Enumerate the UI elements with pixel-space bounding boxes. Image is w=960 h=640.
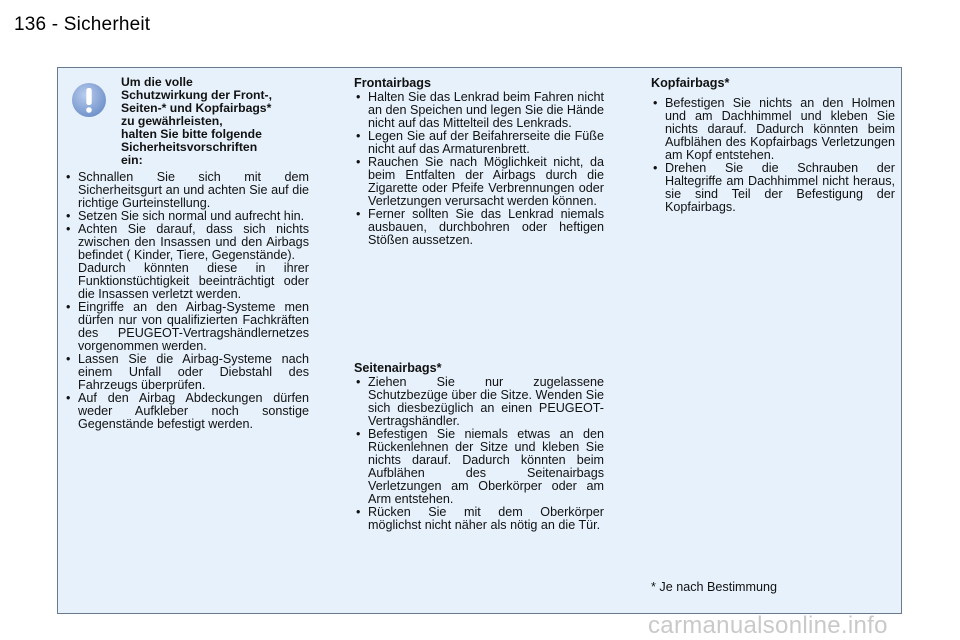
list-item: • Ferner sollten Sie das Lenkrad niemals ausbauen, durchbohren oder heftigen Stößen aussetzen.	[354, 208, 604, 247]
section-heading: Seitenairbags*	[354, 361, 442, 375]
general-safety-list	[64, 171, 309, 431]
list-item: • Schnallen Sie sich mit dem Sicherheitsgurt an und achten Sie auf die richtige Gurteinstellung.	[64, 171, 309, 210]
intro-line: ein:	[121, 153, 143, 167]
watermark: carmanualsonline.info	[648, 612, 888, 639]
page-title: 136 - Sicherheit	[14, 14, 151, 35]
list-item: • Rauchen Sie nach Möglichkeit nicht, da beim Entfalten der Airbags durch die Zigarette oder Pfeife Verbrennungen oder Verletzungen verursacht werden können.	[354, 156, 604, 208]
list-item: • Lassen Sie die Airbag-Systeme nach einem Unfall oder Diebstahl des Fahrzeugs überprüfen.	[64, 353, 309, 392]
section-heading: Frontairbags	[354, 76, 431, 90]
intro-line: Schutzwirkung der Front-,	[121, 88, 272, 102]
list-item: • Ziehen Sie nur zugelassene Schutzbezüge über die Sitze. Wenden Sie sich diesbezüglich an einen PEUGEOT-Vertragshändler.	[354, 376, 604, 428]
list-item: • Auf den Airbag Abdeckungen dürfen weder Aufkleber noch sonstige Gegenstände befestigt werden.	[64, 392, 309, 431]
list-item: • Achten Sie darauf, dass sich nichts zwischen den Insassen und den Airbags befindet ( Kinder, Tiere, Gegenstände).	[64, 223, 309, 262]
exclamation-warning-icon	[71, 82, 107, 118]
list-item: • Eingriffe an den Airbag-Systeme men dürfen nur von qualifizierten Fachkräften des PEUGEOT-Vertragshändlernetzes vorgenommen werden.	[64, 301, 309, 353]
intro-line: Seiten-* und Kopfairbags*	[121, 101, 272, 115]
list-item: • Legen Sie auf der Beifahrerseite die Füße nicht auf das Armaturenbrett.	[354, 130, 604, 156]
intro-text	[121, 76, 311, 167]
list-item: • Halten Sie das Lenkrad beim Fahren nicht an den Speichen und legen Sie die Hände nicht auf das Mittelteil des Lenkrads.	[354, 91, 604, 130]
list-item: • Setzen Sie sich normal und aufrecht hin.	[64, 210, 309, 223]
intro-line: halten Sie bitte folgende	[121, 127, 262, 141]
intro-line: Sicherheitsvorschriften	[121, 140, 258, 154]
list-item: • Drehen Sie die Schrauben der Haltegriffe am Dachhimmel nicht heraus, sie sind Teil der Befestigung der Kopfairbags.	[651, 162, 895, 214]
seitenairbags-section	[354, 362, 604, 532]
kopfairbags-section	[651, 77, 895, 214]
list-item-continuation: Dadurch könnten diese in ihrer Funktionstüchtigkeit beeinträchtigt oder die Insassen verletzt werden.	[78, 261, 309, 301]
list-item: • Befestigen Sie niemals etwas an den Rückenlehnen der Sitze und kleben Sie nichts darauf. Dadurch könnten beim Aufblähen des Seitenairbags Verletzungen am Oberkörper oder am Arm entstehen.	[354, 428, 604, 506]
intro-line: zu gewährleisten,	[121, 114, 223, 128]
section-heading: Kopfairbags*	[651, 76, 730, 90]
list-item: • Befestigen Sie nichts an den Holmen und am Dachhimmel und kleben Sie nichts darauf. Dadurch könnten beim Aufblähen des Kopfairbags Verletzungen am Kopf entstehen.	[651, 97, 895, 162]
footnote: * Je nach Bestimmung	[651, 580, 777, 594]
list-item: • Rücken Sie mit dem Oberkörper möglichst nicht näher als nötig an die Tür.	[354, 506, 604, 532]
frontairbags-section	[354, 77, 604, 247]
intro-line: Um die volle	[121, 75, 193, 89]
